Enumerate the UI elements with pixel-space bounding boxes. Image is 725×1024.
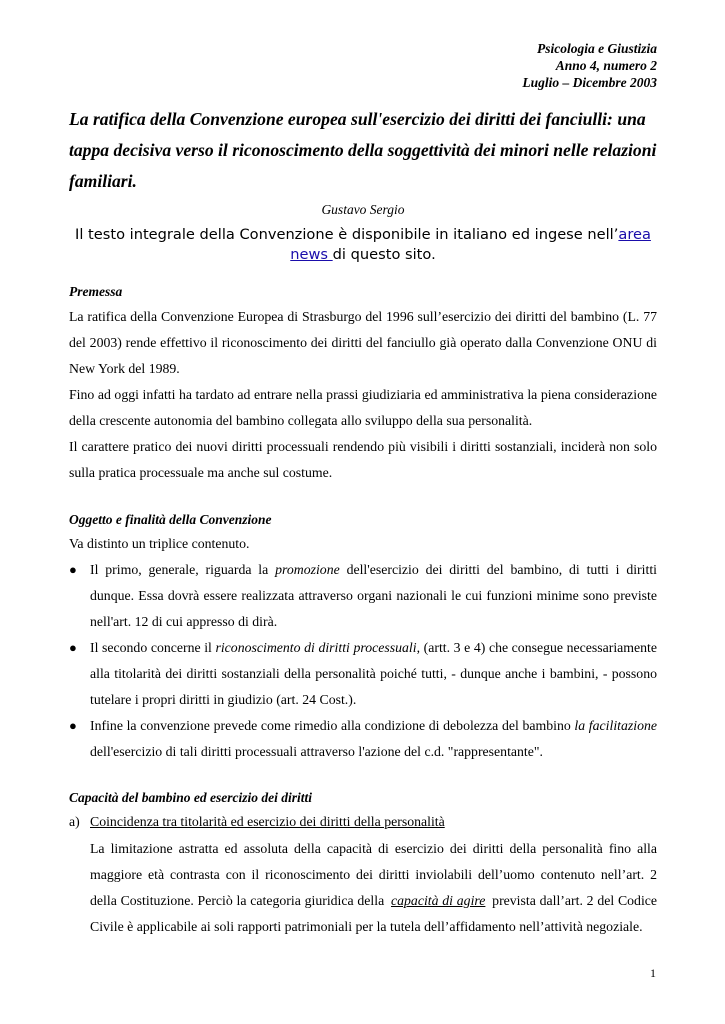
journal-name: Psicologia e Giustizia [536,41,657,56]
subsection-a [69,812,657,832]
premessa-paragraph: Fino ad oggi infatti ha tardato ad entrare nella prassi giudiziaria ed amministrativa la piena considerazione della crescente autonomia del bambino collegata allo sviluppo della sua personalità. [69,387,657,428]
article-title: La ratifica della Convenzione europea sull'esercizio dei diritti dei fanciulli: una tappa decisiva verso il riconoscimento della soggettività dei minori nelle relazioni familiari. [69,109,657,191]
bullet-icon: ● [69,562,77,577]
notice-text-before: Il testo integrale della Convenzione è disponibile in italiano ed ingese nell’ [75,226,619,243]
capacita-di-agire-term: capacità di agire [391,893,486,908]
journal-issue: Anno 4, numero 2 [555,58,657,73]
bullet-icon: ● [69,718,77,733]
bullet-text: Il primo, generale, riguarda la promozione dell'esercizio dei diritti del bambino, di tutti i diritti dunque. Essa dovrà essere realizzata attraverso organi nazionali le cui funzioni minime sono previste nell'art. 12 di cui appresso di dirà. [90,562,657,629]
area-news-link[interactable]: area news [290,226,651,263]
list-item [69,713,657,765]
notice-text-after: di questo sito. [332,246,436,263]
subsection-body [90,836,657,940]
page-number: 1 [650,966,656,980]
document-page [69,40,657,940]
premessa-paragraph: La ratifica della Convenzione Europea di Strasburgo del 1996 sull’esercizio dei diritti del bambino (L. 77 del 2003) rende effettivo il riconoscimento dei diritti del fanciullo già operato dalla Convenzione ONU di New York del 1989. [69,309,657,376]
list-item [69,635,657,713]
journal-header [69,40,657,91]
premessa-body [69,304,657,486]
capacita-paragraph: La limitazione astratta ed assoluta della capacità di esercizio dei diritti della personalità fino alla maggiore età contrasta con il riconoscimento dei diritti inviolabili dell’uomo contenuto nell’art. 2 della Costituzione. Perciò la categoria giuridica della capacità di agire prevista dall’art. 2 del Codice Civile è applicabile ai soli rapporti patrimoniali per la tutela dell’affidamento nell’attività negoziale. [90,841,658,934]
section-heading-oggetto: Oggetto e finalità della Convenzione [69,512,272,527]
article-author: Gustavo Sergio [321,202,405,217]
section-heading-premessa: Premessa [69,284,123,299]
list-item [69,557,657,635]
bullet-text: Il secondo concerne il riconoscimento di diritti processuali, (artt. 3 e 4) che consegue necessariamente alla titolarità dei diritti sostanziali della personalità poiché tutti, - dunque anche i bambini, - possono tutelare i propri diritti in giudizio (art. 24 Cost.). [90,640,658,707]
bullet-icon: ● [69,640,77,655]
subsection-label: a) [69,814,80,829]
oggetto-intro: Va distinto un triplice contenuto. [69,536,250,551]
bullet-text: Infine la convenzione prevede come rimedio alla condizione di debolezza del bambino la facilitazione dell'esercizio di tali diritti processuali attraverso l'azione del c.d. "rappresentante". [90,718,658,759]
section-heading-capacita: Capacità del bambino ed esercizio dei diritti [69,790,312,805]
journal-period: Luglio – Dicembre 2003 [522,75,657,90]
subsection-title: Coincidenza tra titolarità ed esercizio dei diritti della personalità [90,814,445,829]
premessa-paragraph: Il carattere pratico dei nuovi diritti processuali rendendo più visibili i diritti sostanziali, inciderà non solo sulla pratica processuale ma anche sul costume. [69,439,657,480]
availability-notice [69,225,657,265]
